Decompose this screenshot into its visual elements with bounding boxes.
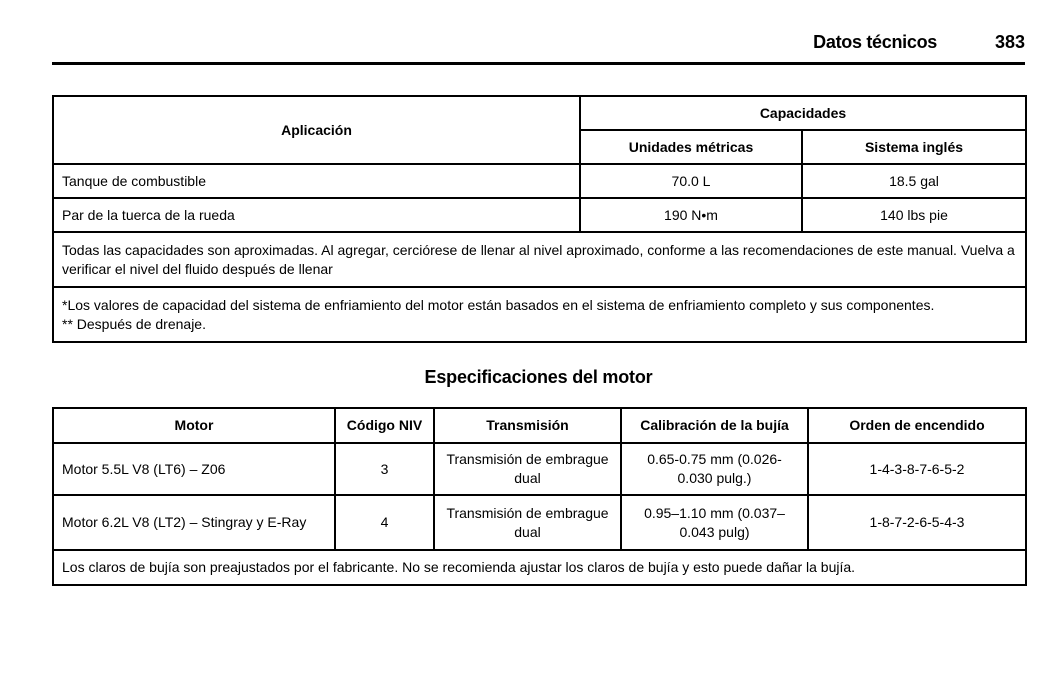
table-row [53,164,1026,198]
header-capacities: Capacidades [580,96,1026,130]
header-spark-gap: Calibración de la bujía [621,408,808,443]
cell-application: Tanque de combustible [53,164,580,198]
header-english: Sistema inglés [802,130,1026,164]
header-rule [52,62,1025,65]
table-row [53,232,1026,287]
capacities-note: Todas las capacidades son aproximadas. Al agregar, cerciórese de llenar al nivel aproximado, conforme a las recomendaciones de este manual. Vuelva a verificar el nivel del fluido después de llenar [53,232,1026,287]
header-transmission: Transmisión [434,408,621,443]
cell-engine: Motor 6.2L V8 (LT2) – Stingray y E-Ray [53,495,335,550]
cell-spark-gap: 0.65-0.75 mm (0.026-0.030 pulg.) [621,443,808,495]
cell-metric: 190 N•m [580,198,802,232]
cell-transmission: Transmisión de embrague dual [434,443,621,495]
cell-firing-order: 1-4-3-8-7-6-5-2 [808,443,1026,495]
table-row [53,443,1026,495]
capacities-table [52,95,1027,343]
cooling-note-line2: ** Después de drenaje. [62,315,206,332]
cell-english: 140 lbs pie [802,198,1026,232]
spark-gap-note: Los claros de bujía son preajustados por el fabricante. No se recomienda ajustar los claros de bujía y esto puede dañar la bujía. [53,550,1026,585]
cell-transmission: Transmisión de embrague dual [434,495,621,550]
page-number: 383 [994,32,1025,52]
header-vin: Código NIV [335,408,434,443]
engine-specs-table [52,407,1027,586]
header-engine: Motor [53,408,335,443]
page-header [52,28,1025,58]
table-row [53,550,1026,585]
table-row [53,198,1026,232]
section-title: Especificaciones del motor [424,367,653,387]
cell-vin: 3 [335,443,434,495]
cell-firing-order: 1-8-7-2-6-5-4-3 [808,495,1026,550]
cooling-note [53,287,1026,342]
table-row [53,495,1026,550]
cell-spark-gap: 0.95–1.10 mm (0.037–0.043 pulg) [621,495,808,550]
table-row [53,287,1026,342]
cell-english: 18.5 gal [802,164,1026,198]
cell-vin: 4 [335,495,434,550]
cooling-note-line1: *Los valores de capacidad del sistema de enfriamiento del motor están basados en el sistema de enfriamiento completo y sus componentes. [62,296,935,313]
header-metric: Unidades métricas [580,130,802,164]
cell-engine: Motor 5.5L V8 (LT6) – Z06 [53,443,335,495]
header-application: Aplicación [53,96,580,164]
page-title: Datos técnicos [813,32,937,52]
cell-application: Par de la tuerca de la rueda [53,198,580,232]
cell-metric: 70.0 L [580,164,802,198]
header-firing-order: Orden de encendido [808,408,1026,443]
